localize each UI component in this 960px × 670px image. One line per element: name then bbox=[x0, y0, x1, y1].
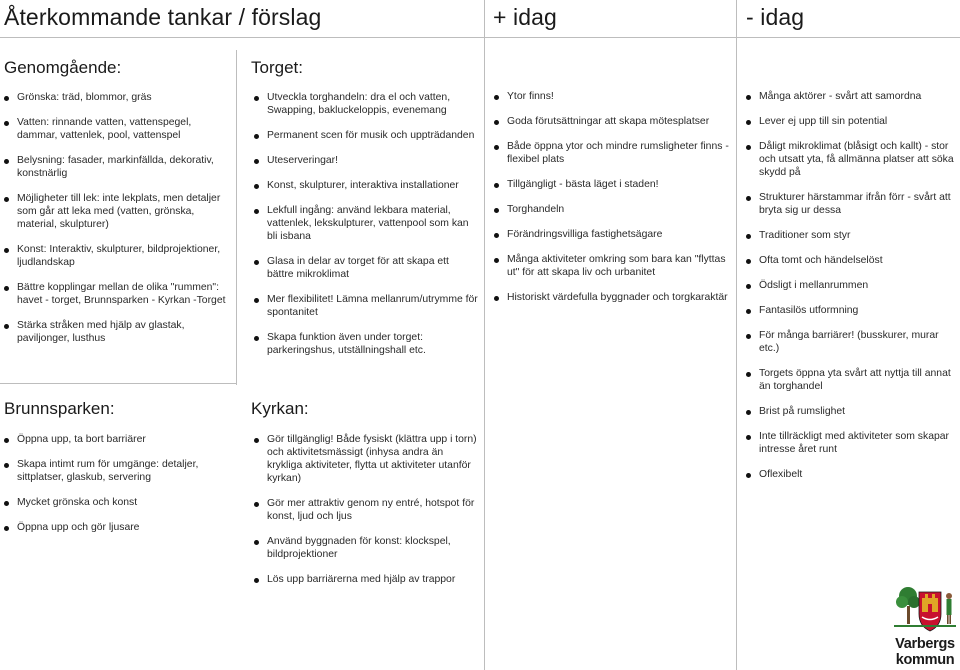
list-item: Utveckla torghandeln: dra el och vatten, Swapping, bakluckeloppis, evenemang bbox=[254, 91, 478, 117]
list-plus-idag bbox=[494, 90, 730, 304]
list-item: Använd byggnaden för konst: klockspel, bildprojektioner bbox=[254, 535, 478, 561]
list-item: Lekfull ingång: använd lekbara material, vattenlek, lekskulpturer, vattenpool som kan bli isbana bbox=[254, 204, 478, 243]
list-item: Glasa in delar av torget för att skapa ett bättre mikroklimat bbox=[254, 255, 478, 281]
column-divider-2 bbox=[484, 0, 485, 670]
header-minus-idag: - idag bbox=[746, 4, 805, 30]
list-item: Oflexibelt bbox=[746, 468, 960, 481]
column-divider-3 bbox=[736, 0, 737, 670]
list-item: Goda förutsättningar att skapa mötesplatser bbox=[494, 115, 730, 128]
list-item: Mer flexibilitet! Lämna mellanrum/utrymme för spontanitet bbox=[254, 293, 478, 319]
list-item: Lever ej upp till sin potential bbox=[746, 115, 960, 128]
list-item: Ofta tomt och händelselöst bbox=[746, 254, 960, 267]
varbergs-kommun-logo bbox=[892, 584, 958, 668]
list-item: Torghandeln bbox=[494, 203, 730, 216]
list-item: Stärka stråken med hjälp av glastak, paviljonger, lusthus bbox=[4, 319, 232, 345]
list-item: Gör mer attraktiv genom ny entré, hotspot för konst, ljud och ljus bbox=[254, 497, 478, 523]
list-item: Tillgängligt - bästa läget i staden! bbox=[494, 178, 730, 191]
list-item: Många aktörer - svårt att samordna bbox=[746, 90, 960, 103]
list-item: Konst, skulpturer, interaktiva installationer bbox=[254, 179, 478, 192]
list-item: Öppna upp och gör ljusare bbox=[4, 521, 232, 534]
list-item: Gör tillgänglig! Både fysiskt (klättra upp i torn) och aktivitetsmässigt (inhysa andra än krykliga aktiviteter, flytta ut aktiviteter utanför kyrkan) bbox=[254, 433, 478, 485]
list-item: Ytor finns! bbox=[494, 90, 730, 103]
list-item: För många barriärer! (busskurer, murar etc.) bbox=[746, 329, 960, 355]
title-torget: Torget: bbox=[251, 58, 303, 77]
list-item: Torgets öppna yta svårt att nyttja till annat än torghandel bbox=[746, 367, 960, 393]
header-plus-idag: + idag bbox=[493, 4, 557, 30]
list-item: Inte tillräckligt med aktiviteter som skapar intresse året runt bbox=[746, 430, 960, 456]
list-item: Konst: Interaktiv, skulpturer, bildprojektioner, ljudlandskap bbox=[4, 243, 232, 269]
list-item: Mycket grönska och konst bbox=[4, 496, 232, 509]
list-item: Öppna upp, ta bort barriärer bbox=[4, 433, 232, 446]
list-item: Vatten: rinnande vatten, vattenspegel, dammar, vattenlek, pool, vattenspel bbox=[4, 116, 232, 142]
list-item: Möjligheter till lek: inte lekplats, men detaljer som går att leka med (vatten, grönska, material, skulpturer) bbox=[4, 192, 232, 231]
title-genomgaende: Genomgående: bbox=[4, 58, 122, 77]
list-item: Grönska: träd, blommor, gräs bbox=[4, 91, 232, 104]
list-minus-idag bbox=[746, 90, 960, 481]
list-item: Både öppna ytor och mindre rumsligheter finns - flexibel plats bbox=[494, 140, 730, 166]
list-item: Många aktiviteter omkring som bara kan "flyttas ut" för att skapa liv och urbanitet bbox=[494, 253, 730, 279]
title-brunnsparken: Brunnsparken: bbox=[4, 399, 115, 418]
list-item: Strukturer härstammar ifrån förr - svårt att bryta sig ur dessa bbox=[746, 191, 960, 217]
logo-text-line1: Varbergs bbox=[895, 636, 955, 652]
list-item: Historiskt värdefulla byggnader och torgkaraktär bbox=[494, 291, 730, 304]
list-torget bbox=[254, 91, 478, 357]
list-item: Traditioner som styr bbox=[746, 229, 960, 242]
list-item: Dåligt mikroklimat (blåsigt och kallt) - stor och utsatt yta, få allmänna platser att söka skydd på bbox=[746, 140, 960, 179]
list-item: Belysning: fasader, markinfällda, dekorativ, konstnärlig bbox=[4, 154, 232, 180]
list-item: Brist på rumslighet bbox=[746, 405, 960, 418]
list-item: Skapa intimt rum för umgänge: detaljer, sittplatser, glaskub, servering bbox=[4, 458, 232, 484]
logo-text-line2: kommun bbox=[895, 652, 955, 668]
list-item: Uteserveringar! bbox=[254, 154, 478, 167]
list-item: Förändringsvilliga fastighetsägare bbox=[494, 228, 730, 241]
title-kyrkan: Kyrkan: bbox=[251, 399, 309, 418]
list-brunnsparken bbox=[4, 433, 232, 534]
list-item: Lös upp barriärerna med hjälp av trappor bbox=[254, 573, 478, 586]
header-left: Återkommande tankar / förslag bbox=[4, 4, 322, 30]
header-divider bbox=[0, 37, 960, 38]
list-item: Ödsligt i mellanrummen bbox=[746, 279, 960, 292]
list-kyrkan bbox=[254, 433, 478, 586]
coat-of-arms-icon bbox=[892, 584, 958, 634]
list-item: Permanent scen för musik och uppträdanden bbox=[254, 129, 478, 142]
column-divider-1 bbox=[236, 50, 237, 385]
list-genomgaende bbox=[4, 91, 232, 345]
list-item: Bättre kopplingar mellan de olika "rummen": havet - torget, Brunnsparken - Kyrkan -Torget bbox=[4, 281, 232, 307]
section-divider-left bbox=[0, 383, 236, 384]
list-item: Fantasilös utformning bbox=[746, 304, 960, 317]
list-item: Skapa funktion även under torget: parkeringshus, utställningshall etc. bbox=[254, 331, 478, 357]
